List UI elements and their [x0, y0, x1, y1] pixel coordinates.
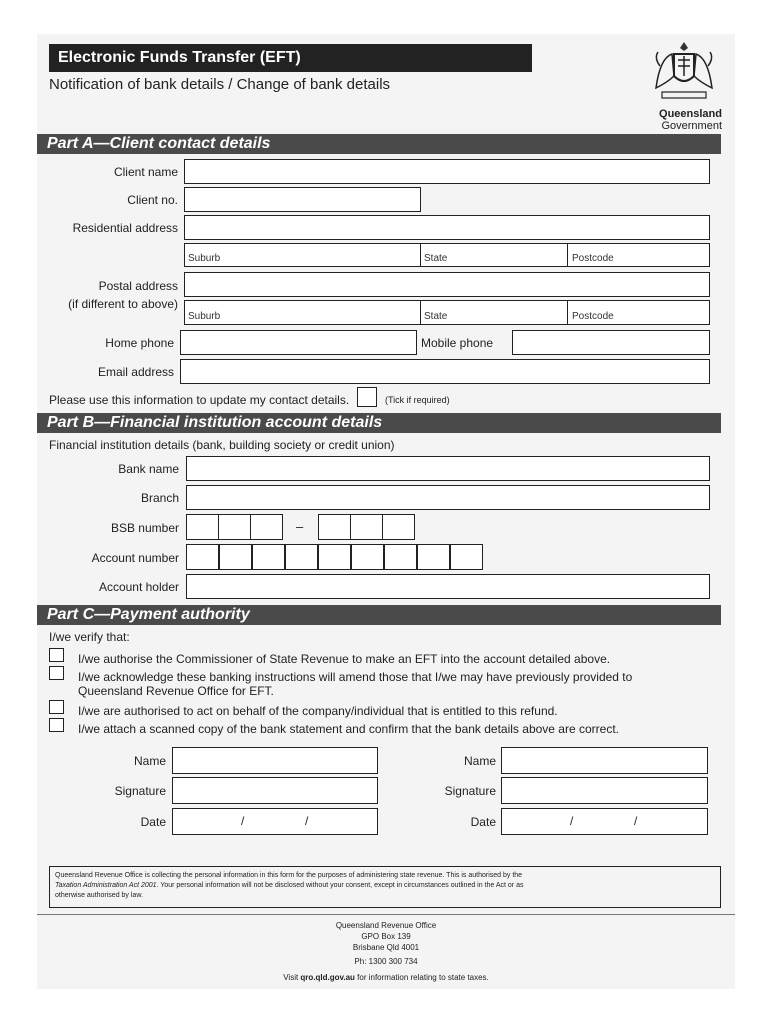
- postal-suburb-label: Suburb: [188, 311, 221, 322]
- residential-state-label: State: [424, 253, 448, 264]
- financial-institution-intro: Financial institution details (bank, building society or credit union): [49, 438, 395, 452]
- bsb-digit-6[interactable]: [382, 514, 415, 540]
- attach-statement-checkbox[interactable]: [49, 718, 64, 732]
- tick-if-required-note: (Tick if required): [385, 395, 450, 405]
- name-1-input[interactable]: [172, 747, 378, 774]
- bsb-digit-2[interactable]: [218, 514, 251, 540]
- date-1-sep-2: /: [305, 814, 309, 828]
- postal-state-label: State: [424, 311, 448, 322]
- bsb-digit-1[interactable]: [186, 514, 219, 540]
- account-digit-7[interactable]: [384, 544, 417, 570]
- account-number-input[interactable]: [186, 544, 483, 570]
- acknowledge-text: I/we acknowledge these banking instructions will amend those that I/we may have previously provided to: [78, 670, 633, 684]
- client-no-label: Client no.: [127, 193, 178, 207]
- residential-address-input[interactable]: [184, 215, 710, 240]
- mobile-phone-input[interactable]: [512, 330, 710, 355]
- name-1-label: Name: [133, 754, 166, 768]
- account-digit-5[interactable]: [318, 544, 351, 570]
- home-phone-label: Home phone: [105, 336, 174, 350]
- account-digit-9[interactable]: [450, 544, 483, 570]
- account-digit-8[interactable]: [417, 544, 450, 570]
- bsb-number-input[interactable]: [186, 514, 418, 540]
- branch-input[interactable]: [186, 485, 710, 510]
- authorise-eft-checkbox[interactable]: [49, 648, 64, 662]
- date-2-label: Date: [470, 815, 496, 829]
- queensland-crest-icon: [648, 36, 720, 108]
- date-1-label: Date: [140, 815, 166, 829]
- acknowledge-checkbox[interactable]: [49, 666, 64, 680]
- account-digit-1[interactable]: [186, 544, 219, 570]
- mobile-phone-label: Mobile phone: [421, 336, 494, 350]
- signature-1-input[interactable]: [172, 777, 378, 804]
- client-name-input[interactable]: [184, 159, 710, 184]
- bsb-dash: –: [296, 519, 304, 534]
- signature-2-input[interactable]: [501, 777, 708, 804]
- postal-postcode-label: Postcode: [572, 311, 614, 322]
- part-b-heading: Part B—Financial institution account details: [37, 413, 721, 433]
- signature-2-label: Signature: [444, 784, 496, 798]
- client-name-label: Client name: [113, 165, 178, 179]
- postal-address-label: Postal address: [98, 279, 178, 293]
- account-digit-2[interactable]: [219, 544, 252, 570]
- authorise-eft-text: I/we authorise the Commissioner of State Revenue to make an EFT into the account detailed above.: [78, 652, 611, 666]
- residential-suburb-label: Suburb: [188, 253, 221, 264]
- account-digit-4[interactable]: [285, 544, 318, 570]
- footer-office: Queensland Revenue Office: [335, 921, 437, 930]
- update-contact-text: Please use this information to update my contact details.: [49, 393, 350, 407]
- footer-city: Brisbane Qld 4001: [352, 943, 420, 952]
- footer-visit-pre: Visit: [283, 973, 301, 982]
- email-address-input[interactable]: [180, 359, 710, 384]
- account-holder-label: Account holder: [98, 580, 179, 594]
- authorised-text: I/we are authorised to act on behalf of the company/individual that is entitled to this refund.: [78, 704, 558, 718]
- footer-visit: [37, 973, 735, 982]
- date-2-input[interactable]: [501, 808, 708, 835]
- privacy-line-2: . Your personal information will not be disclosed without your consent, except in circumstances outlined in the Act or as: [156, 882, 524, 889]
- postal-address-note: (if different to above): [68, 297, 178, 311]
- bsb-number-label: BSB number: [110, 521, 179, 535]
- account-digit-3[interactable]: [252, 544, 285, 570]
- acknowledge-text-cont: Queensland Revenue Office for EFT.: [78, 684, 274, 698]
- name-2-label: Name: [463, 754, 496, 768]
- privacy-notice: [49, 866, 721, 908]
- home-phone-input[interactable]: [180, 330, 417, 355]
- bsb-digit-5[interactable]: [350, 514, 383, 540]
- date-2-sep-2: /: [634, 814, 638, 828]
- footer-box: GPO Box 139: [361, 932, 411, 941]
- name-2-input[interactable]: [501, 747, 708, 774]
- account-holder-input[interactable]: [186, 574, 710, 599]
- client-no-input[interactable]: [184, 187, 421, 212]
- date-1-input[interactable]: [172, 808, 378, 835]
- account-number-label: Account number: [91, 551, 179, 565]
- attach-statement-text: I/we attach a scanned copy of the bank statement and confirm that the bank details above are correct.: [78, 722, 619, 736]
- postal-address-input[interactable]: [184, 272, 710, 297]
- footer-visit-post: for information relating to state taxes.: [354, 973, 489, 982]
- residential-address-label: Residential address: [72, 221, 178, 235]
- form-subtitle: Notification of bank details / Change of bank details: [49, 76, 391, 93]
- residential-postcode-label: Postcode: [572, 253, 614, 264]
- update-contact-checkbox[interactable]: [357, 387, 377, 407]
- logo-queensland: Queensland: [659, 108, 722, 120]
- date-1-sep-1: /: [241, 814, 245, 828]
- bank-name-input[interactable]: [186, 456, 710, 481]
- privacy-act-name: Taxation Administration Act 2001: [55, 882, 157, 889]
- account-digit-6[interactable]: [351, 544, 384, 570]
- bsb-digit-4[interactable]: [318, 514, 351, 540]
- footer-divider: [37, 914, 735, 915]
- signature-1-label: Signature: [114, 784, 166, 798]
- logo-government: Government: [661, 120, 722, 132]
- email-address-label: Email address: [97, 365, 174, 379]
- privacy-line-3: otherwise authorised by law.: [55, 892, 143, 899]
- date-2-sep-1: /: [570, 814, 574, 828]
- bank-name-label: Bank name: [118, 462, 179, 476]
- bsb-digit-3[interactable]: [250, 514, 283, 540]
- privacy-line-1: Queensland Revenue Office is collecting the personal information in this form for the purposes of administering state revenue. This is authorised by the: [55, 872, 523, 879]
- part-c-heading: Part C—Payment authority: [37, 605, 721, 625]
- verify-intro: I/we verify that:: [49, 630, 130, 644]
- form-title: Electronic Funds Transfer (EFT): [49, 44, 532, 72]
- part-a-heading: Part A—Client contact details: [37, 134, 721, 154]
- footer-website-link[interactable]: qro.qld.gov.au: [300, 973, 355, 982]
- branch-label: Branch: [140, 491, 179, 505]
- authorised-checkbox[interactable]: [49, 700, 64, 714]
- footer-phone: Ph: 1300 300 734: [354, 957, 418, 966]
